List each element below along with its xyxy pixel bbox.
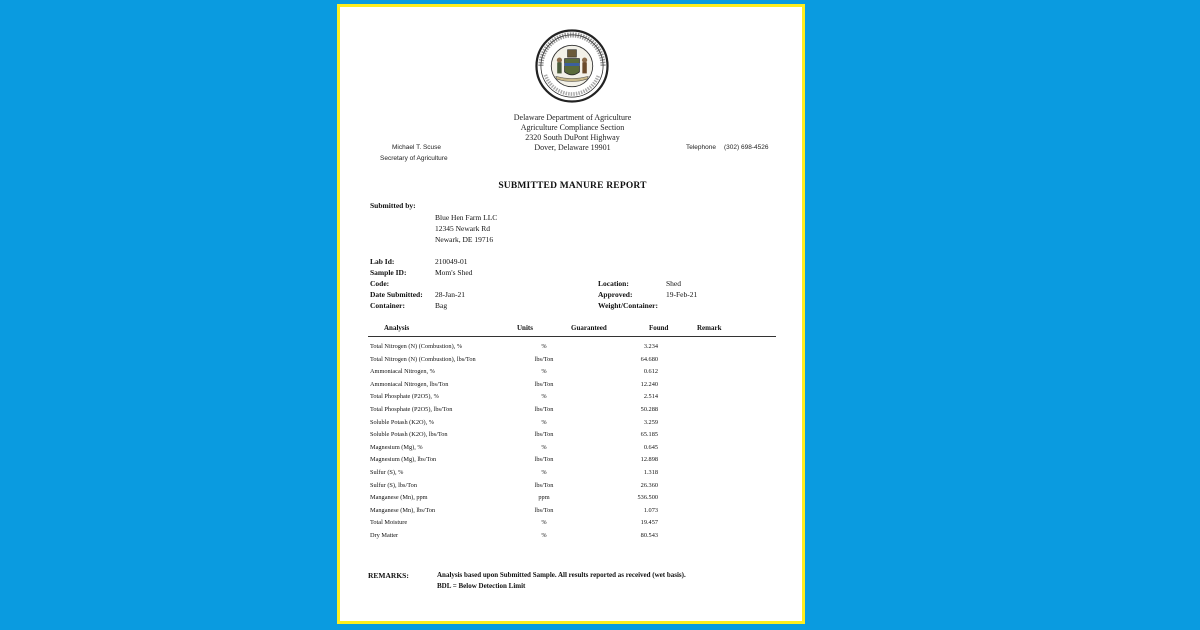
col-header-guaranteed: Guaranteed [571, 324, 607, 332]
units-cell: lbs/Ton [534, 456, 554, 464]
code-label: Code: [370, 279, 390, 288]
agency-section: Agriculture Compliance Section [520, 123, 625, 132]
submitter-street: 12345 Newark Rd [435, 224, 490, 233]
units-cell: % [541, 343, 547, 350]
submitted-by-label: Submitted by: [370, 201, 416, 210]
container-label: Container: [370, 301, 405, 310]
found-cell: 50.288 [640, 406, 658, 413]
date-submitted-value: 28-Jan-21 [435, 290, 465, 299]
location-label: Location: [598, 279, 629, 288]
agency-street: 2320 South DuPont Highway [525, 133, 620, 142]
analysis-cell: Total Nitrogen (N) (Combustion), lbs/Ton [370, 355, 476, 363]
submitter-farm: Blue Hen Farm LLC [435, 213, 498, 222]
units-cell: lbs/Ton [534, 355, 554, 363]
analysis-cell: Soluble Potash (K2O), % [370, 418, 435, 426]
table-row [340, 519, 802, 532]
units-cell: % [541, 469, 547, 476]
found-cell: 3.259 [643, 418, 658, 426]
analysis-cell: Sulfur (S), lbs/Ton [370, 481, 417, 489]
sample-id-value: Mom's Shed [435, 268, 473, 277]
lab-id-label: Lab Id: [370, 257, 395, 266]
date-submitted-label: Date Submitted: [370, 290, 423, 299]
units-cell: ppm [538, 494, 550, 502]
found-cell: 1.318 [643, 469, 658, 476]
found-cell: 12.240 [640, 380, 658, 388]
table-row [340, 381, 802, 394]
table-row [340, 368, 802, 381]
approved-label: Approved: [598, 290, 633, 299]
units-cell: % [541, 393, 547, 401]
analysis-cell: Manganese (Mn), ppm [370, 494, 428, 502]
found-cell: 26.360 [640, 481, 658, 489]
units-cell: % [541, 532, 547, 539]
submitter-city: Newark, DE 19716 [435, 235, 494, 244]
agency-name: Delaware Department of Agriculture [513, 113, 632, 122]
table-row [340, 356, 802, 369]
units-cell: % [541, 368, 547, 376]
secretary-title: Secretary of Agriculture [380, 155, 448, 162]
table-row [340, 482, 802, 495]
found-cell: 64.680 [640, 355, 658, 363]
table-row [340, 532, 802, 545]
analysis-cell: Sulfur (S), % [370, 469, 404, 476]
state-seal-icon [535, 29, 609, 103]
lab-id-value: 210049-01 [435, 257, 468, 266]
units-cell: lbs/Ton [534, 481, 554, 489]
telephone-label: Telephone [686, 144, 716, 151]
units-cell: lbs/Ton [534, 506, 554, 514]
agency-city: Dover, Delaware 19901 [534, 143, 611, 152]
weight-container-label: Weight/Container: [598, 301, 658, 310]
table-row [340, 393, 802, 406]
found-cell: 19.457 [640, 519, 658, 527]
found-cell: 0.645 [643, 443, 658, 451]
found-cell: 12.898 [640, 456, 658, 464]
sample-id-label: Sample ID: [370, 268, 407, 277]
analysis-cell: Total Moisture [370, 519, 408, 527]
remarks-line-1: Analysis based upon Submitted Sample. All results reported as received (wet basis). [437, 571, 686, 579]
report-page [337, 4, 805, 624]
table-row [340, 431, 802, 444]
units-cell: lbs/Ton [534, 380, 554, 388]
table-row [340, 469, 802, 482]
analysis-cell: Magnesium (Mg), % [370, 443, 423, 451]
units-cell: % [541, 418, 547, 426]
units-cell: % [541, 519, 547, 527]
table-header-rule [368, 336, 776, 337]
report-title: SUBMITTED MANURE REPORT [498, 181, 647, 191]
col-header-found: Found [649, 324, 669, 332]
found-cell: 1.073 [643, 506, 658, 514]
found-cell: 80.543 [640, 532, 658, 539]
location-value: Shed [666, 279, 681, 288]
secretary-name: Michael T. Scuse [392, 144, 442, 151]
units-cell: lbs/Ton [534, 431, 554, 439]
table-row [340, 343, 802, 356]
found-cell: 3.234 [643, 343, 658, 350]
analysis-cell: Ammoniacal Nitrogen, lbs/Ton [370, 380, 449, 388]
found-cell: 536.500 [637, 494, 658, 502]
analysis-cell: Ammoniacal Nitrogen, % [370, 368, 435, 376]
analysis-cell: Total Nitrogen (N) (Combustion), % [370, 343, 463, 350]
col-header-remark: Remark [697, 324, 722, 332]
table-row [340, 494, 802, 507]
found-cell: 65.185 [640, 431, 658, 439]
remarks-line-2: BDL = Below Detection Limit [437, 582, 526, 590]
analysis-cell: Total Phosphate (P2O5), lbs/Ton [370, 406, 453, 413]
units-cell: lbs/Ton [534, 406, 554, 413]
table-row [340, 419, 802, 432]
remarks-label: REMARKS: [368, 571, 409, 580]
analysis-cell: Magnesium (Mg), lbs/Ton [370, 456, 437, 464]
table-row [340, 406, 802, 419]
analysis-cell: Dry Matter [370, 532, 399, 539]
table-row [340, 444, 802, 457]
found-cell: 0.612 [643, 368, 658, 376]
col-header-analysis: Analysis [384, 324, 410, 332]
analysis-cell: Soluble Potash (K2O), lbs/Ton [370, 431, 448, 439]
approved-value: 19-Feb-21 [666, 290, 698, 299]
table-row [340, 456, 802, 469]
units-cell: % [541, 443, 547, 451]
analysis-cell: Manganese (Mn), lbs/Ton [370, 506, 436, 514]
found-cell: 2.514 [643, 393, 658, 401]
table-row [340, 507, 802, 520]
analysis-cell: Total Phosphate (P2O5), % [370, 393, 439, 401]
container-value: Bag [435, 301, 448, 310]
telephone-number: (302) 698-4526 [724, 144, 769, 151]
col-header-units: Units [517, 324, 533, 332]
